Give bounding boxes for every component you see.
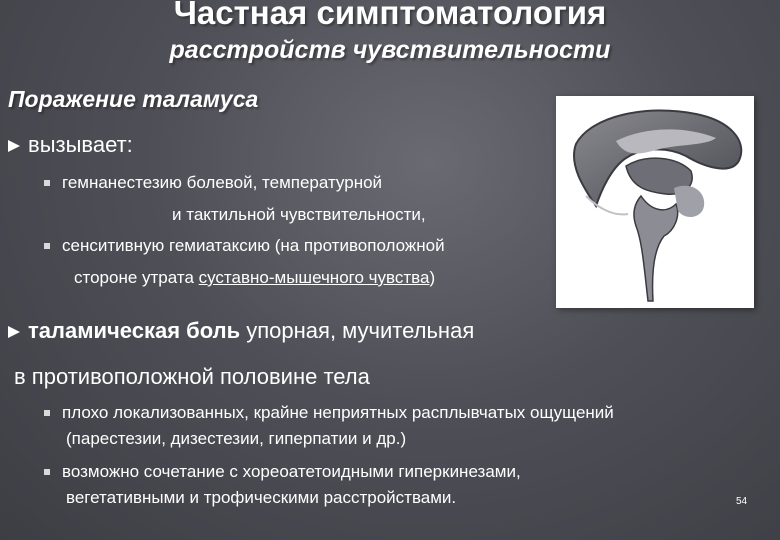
bullet-4-text: возможно сочетание с хореоатетоидными гиперкинезами, [62, 462, 521, 481]
square-bullet-icon [44, 180, 50, 186]
bullet-1-text: гемнанестезию болевой, температурной [62, 173, 383, 192]
bullet-2-line1 [44, 236, 445, 256]
bullet-3-text: плохо локализованных, крайне неприятных расплывчатых ощущений [62, 403, 614, 422]
bullet-1-line1 [44, 173, 382, 193]
bullet-4-line1 [44, 462, 521, 482]
bullet-2-underlined: суставно-мышечного чувства [198, 268, 430, 287]
slide-subtitle: расстройств чувствительности [169, 36, 611, 64]
pain-line2: в противоположной половине тела [14, 364, 370, 389]
bullet-3-line2: (парестезии, дизестезии, гиперпатии и др.) [66, 429, 407, 448]
bullet-1-line2: и тактильной чувствительности, [172, 205, 426, 224]
page-number: 54 [736, 496, 748, 507]
triangle-right-icon [8, 326, 20, 338]
brain-section-image [556, 96, 754, 308]
slide-title: Частная симптоматология [173, 0, 607, 31]
bullet-3-line1 [44, 403, 614, 423]
bullet-2-line2-prefix: стороне утрата [74, 268, 199, 287]
bullet-2-text: сенситивную гемиатаксию (на противоположной [62, 236, 445, 255]
triangle-right-icon [8, 140, 20, 152]
thalamus-illustration [556, 96, 754, 308]
bullet-2-line2-suffix: ) [429, 268, 436, 287]
pain-line1 [8, 318, 474, 344]
causes-intro-text: вызывает: [28, 132, 133, 157]
square-bullet-icon [44, 469, 50, 475]
pain-bold-text: таламическая боль [28, 318, 241, 343]
pain-rest-text: упорная, мучительная [240, 318, 475, 343]
bullet-4-line2: вегетативными и трофическими расстройствами. [66, 488, 457, 507]
square-bullet-icon [44, 243, 50, 249]
section-heading: Поражение таламуса [8, 86, 259, 112]
bullet-2-line2 [74, 268, 435, 288]
causes-intro [8, 132, 133, 158]
square-bullet-icon [44, 410, 50, 416]
